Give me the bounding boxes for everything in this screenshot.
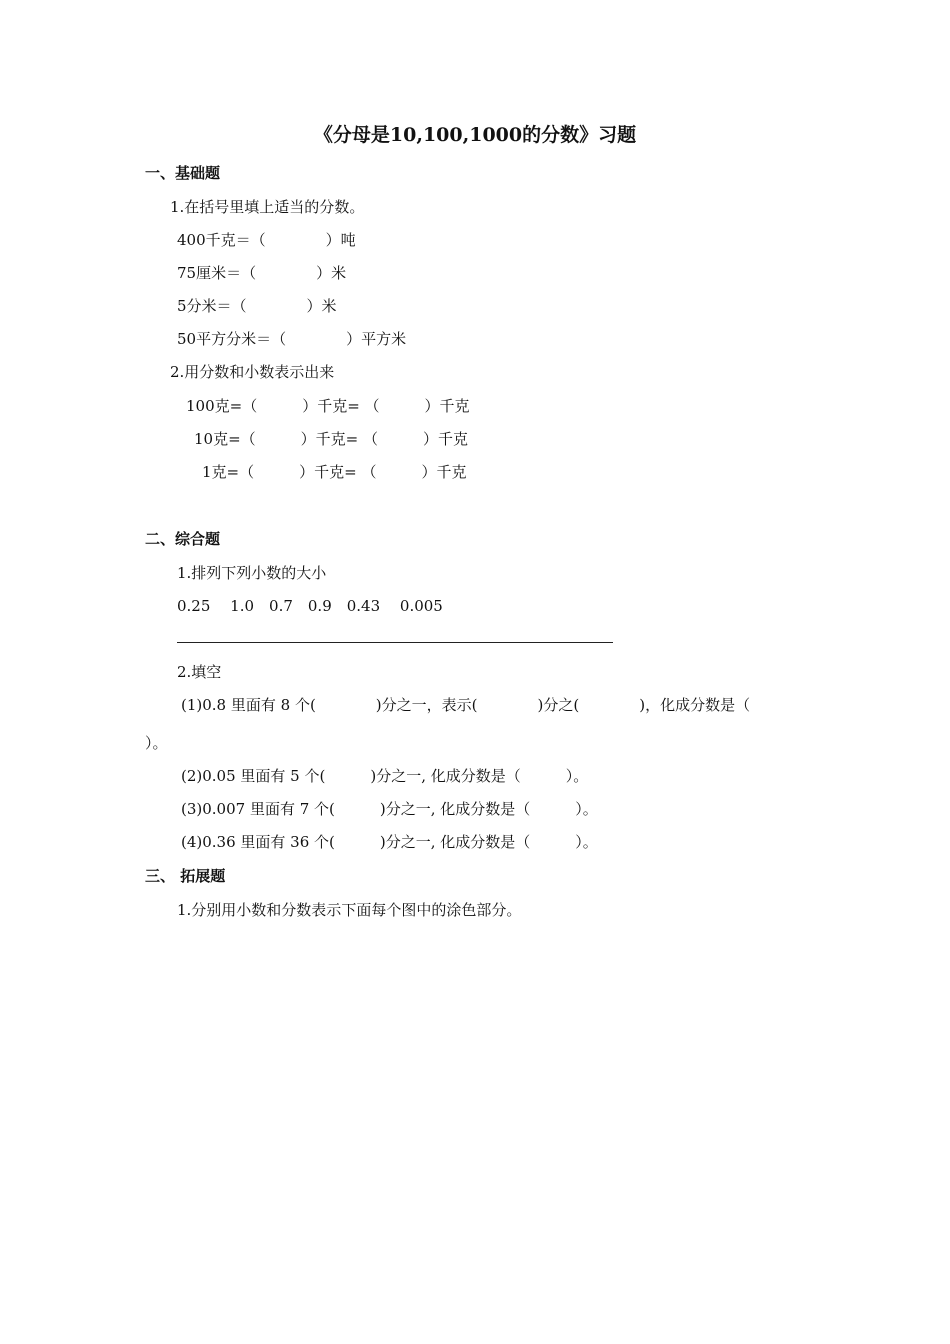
- question-prompt: 1.排列下列小数的大小: [177, 564, 327, 582]
- fill-line: 400千克＝（ ）吨: [177, 231, 356, 249]
- fill-item: (4)0.36 里面有 36 个( )分之一, 化成分数是（ ）。: [181, 833, 598, 851]
- fill-line: 10克=（ ）千克= （ ）千克: [194, 430, 468, 448]
- decimal-list: 0.25 1.0 0.7 0.9 0.43 0.005: [177, 597, 443, 615]
- fill-item: (3)0.007 里面有 7 个( )分之一, 化成分数是（ ）。: [181, 800, 598, 818]
- question-prompt: 1.分别用小数和分数表示下面每个图中的涂色部分。: [177, 901, 522, 919]
- question-prompt: 2.填空: [177, 663, 222, 681]
- page-title: 《分母是10,100,1000的分数》习题: [313, 124, 637, 146]
- fill-line: 50平方分米＝（ ）平方米: [177, 330, 407, 348]
- fill-line: 5分米＝（ ）米: [177, 297, 337, 315]
- question-prompt: 2.用分数和小数表示出来: [170, 363, 335, 381]
- fill-line: 75厘米＝（ ）米: [177, 264, 347, 282]
- fill-item-continued: ）。: [145, 734, 168, 752]
- fill-item: (2)0.05 里面有 5 个( )分之一, 化成分数是（ ）。: [181, 767, 589, 785]
- section-heading-basic: 一、基础题: [145, 164, 221, 182]
- fill-item: (1)0.8 里面有 8 个( )分之一，表示( )分之( )，化成分数是（: [181, 696, 751, 714]
- answer-line: [177, 642, 613, 643]
- fill-line: 100克=（ ）千克= （ ）千克: [186, 397, 470, 415]
- fill-line: 1克=（ ）千克= （ ）千克: [202, 463, 467, 481]
- question-prompt: 1.在括号里填上适当的分数。: [170, 198, 365, 216]
- section-heading-extension: 三、 拓展题: [145, 867, 226, 885]
- section-heading-comprehensive: 二、综合题: [145, 530, 221, 548]
